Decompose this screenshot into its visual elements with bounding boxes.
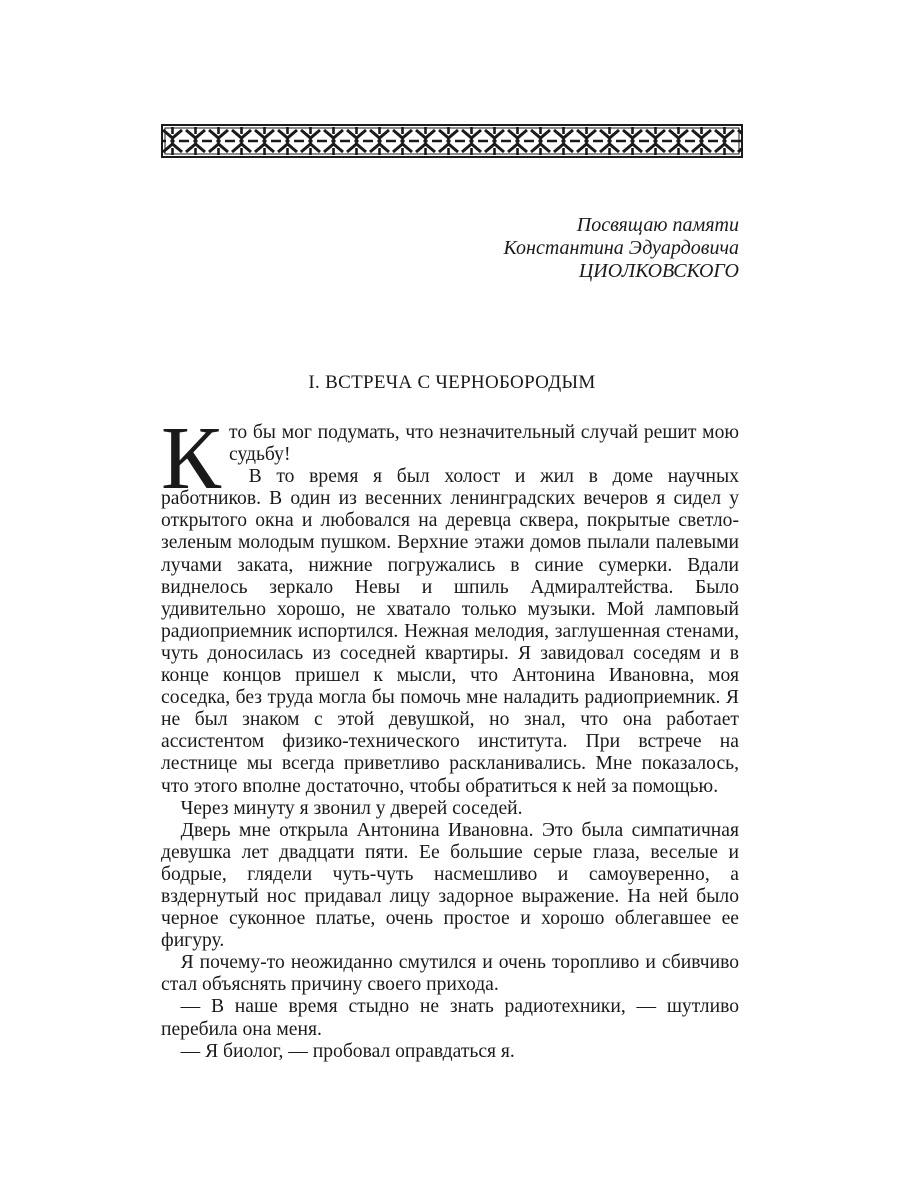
paragraph-2: В то время я был холост и жил в доме научных работников. В один из весенних ленинградских вечеров я сидел у открытого окна и любовался на деревца сквера, покрытые светло-зеленым молодым пушком. Верхние этажи домов пылали палевыми лучами заката, нижние погружались в синие сумерки. Вдали виднелось зеркало Невы и шпиль Адмиралтейства. Было удивительно хорошо, не хватало только музыки. Мой ламповый радиоприемник испортился. Нежная мелодия, заглушенная стенами, чуть доносилась из соседней квартиры. Я завидовал соседям и в конце концов пришел к мысли, что Антонина Ивановна, моя соседка, без труда могла бы помочь мне наладить радиоприемник. Я не был знаком с этой девушкой, но знал, что она работает ассистентом физико-технического института. При встрече на лестнице мы всегда приветливо раскланивались. Мне показалось, что этого вполне достаточно, чтобы обратиться к ней за помощью.: [161, 466, 739, 797]
drop-cap: К: [161, 409, 222, 508]
paragraph-3: Через минуту я звонил у дверей соседей.: [180, 797, 523, 819]
ornamental-border: [161, 124, 743, 158]
chapter-title: I. ВСТРЕЧА С ЧЕРНОБОРОДЫМ: [308, 372, 596, 393]
paragraph-5: Я почему-то неожиданно смутился и очень торопливо и сбивчиво стал объяснять причину своего прихода.: [161, 952, 739, 996]
dedication-line-3: ЦИОЛКОВСКОГО: [578, 260, 739, 282]
dedication: [319, 214, 739, 283]
paragraph-7: — Я биолог, — пробовал оправдаться я.: [180, 1040, 515, 1062]
paragraph-1: [161, 409, 739, 508]
dedication-line-1: Посвящаю памяти: [576, 214, 739, 236]
dedication-line-2: Константина Эдуардовича: [503, 237, 739, 259]
paragraph-6: — В наше время стыдно не знать радиотехники, — шутливо перебила она меня.: [161, 996, 739, 1040]
paragraph-1-text: то бы мог подумать, что незначительный случай решит мою судьбу!: [229, 422, 739, 466]
chapter-body: [161, 409, 739, 1063]
paragraph-4: Дверь мне открыла Антонина Ивановна. Это была симпатичная девушка лет двадцати пяти. Ее большие серые глаза, веселые и бодрые, глядели чуть-чуть насмешливо и самоуверенно, а вздернутый нос придавал лицу задорное выражение. На ней было черное суконное платье, очень простое и хорошо облегавшее ее фигуру.: [161, 819, 739, 952]
